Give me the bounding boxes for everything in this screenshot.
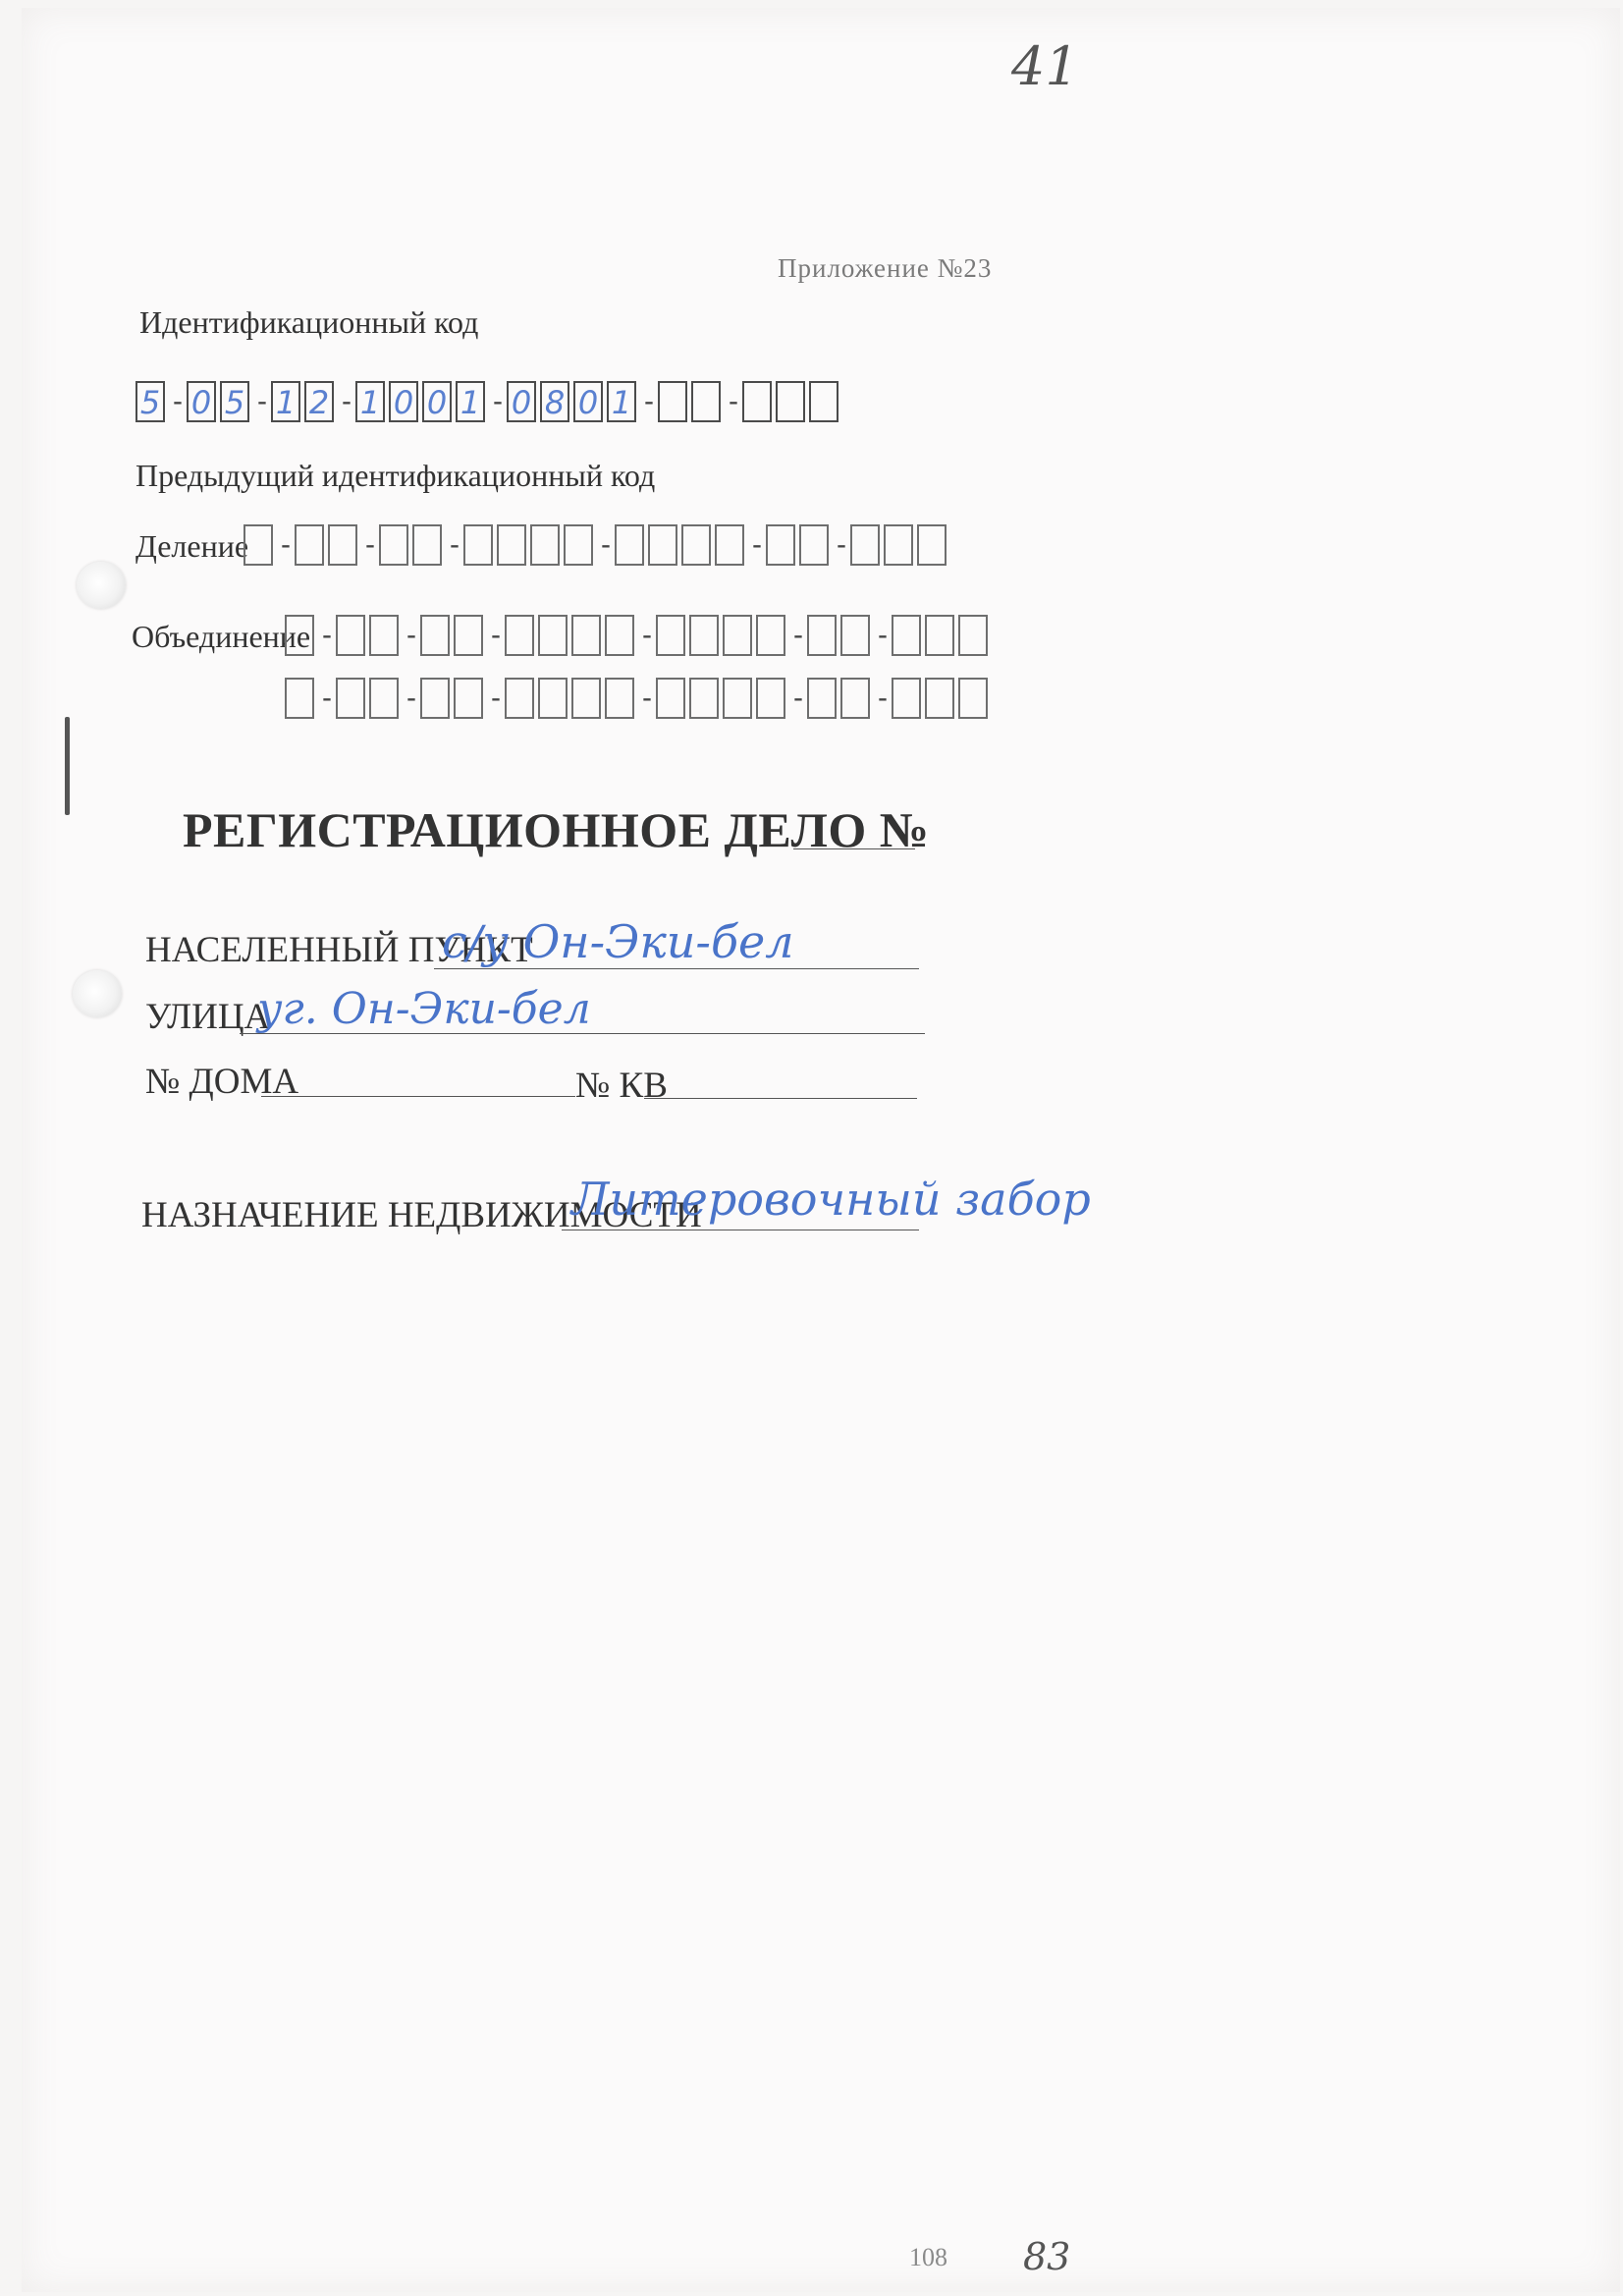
code-cell[interactable] xyxy=(454,615,483,656)
id-digit[interactable] xyxy=(776,381,805,422)
id-digit[interactable] xyxy=(809,381,839,422)
code-cell[interactable] xyxy=(689,678,719,719)
code-cell[interactable] xyxy=(295,524,324,566)
union-code-row-1 xyxy=(285,615,992,656)
code-separator: - xyxy=(342,385,352,417)
code-separator: - xyxy=(837,528,846,561)
id-digit[interactable]: 1 xyxy=(456,381,485,422)
code-cell[interactable] xyxy=(850,524,880,566)
id-digit[interactable]: 8 xyxy=(540,381,569,422)
code-cell[interactable] xyxy=(958,678,988,719)
id-digit[interactable]: 2 xyxy=(304,381,334,422)
code-separator: - xyxy=(878,682,888,714)
code-cell[interactable] xyxy=(505,678,534,719)
code-separator: - xyxy=(406,682,416,714)
settlement-line xyxy=(434,968,919,969)
document-title: РЕГИСТРАЦИОННОЕ ДЕЛО № xyxy=(183,802,930,857)
code-cell[interactable] xyxy=(505,615,534,656)
prev-id-code-label: Предыдущий идентификационный код xyxy=(135,458,656,493)
code-cell[interactable] xyxy=(723,678,752,719)
code-separator: - xyxy=(642,619,652,651)
apartment-label: № КВ xyxy=(575,1066,668,1106)
code-cell[interactable] xyxy=(807,615,837,656)
code-separator: - xyxy=(450,528,460,561)
code-cell[interactable] xyxy=(925,615,954,656)
code-separator: - xyxy=(491,682,501,714)
code-cell[interactable] xyxy=(605,615,634,656)
appendix-label: Приложение №23 xyxy=(778,253,993,283)
code-cell[interactable] xyxy=(917,524,947,566)
id-digit[interactable] xyxy=(691,381,721,422)
code-separator: - xyxy=(257,385,267,417)
code-cell[interactable] xyxy=(497,524,526,566)
code-separator: - xyxy=(281,528,291,561)
code-separator: - xyxy=(493,385,503,417)
id-code-row xyxy=(135,381,842,422)
code-cell[interactable] xyxy=(884,524,913,566)
house-label: № ДОМА xyxy=(145,1062,299,1102)
code-cell[interactable] xyxy=(379,524,408,566)
code-cell[interactable] xyxy=(799,524,829,566)
house-line xyxy=(261,1096,575,1097)
id-digit[interactable]: 0 xyxy=(507,381,536,422)
apartment-line xyxy=(644,1098,917,1099)
id-digit[interactable]: 0 xyxy=(573,381,603,422)
page-number: 108 xyxy=(909,2243,947,2271)
code-cell[interactable] xyxy=(285,678,314,719)
settlement-label: НАСЕЛЕННЫЙ ПУНКТ xyxy=(145,930,533,970)
code-cell[interactable] xyxy=(681,524,711,566)
code-cell[interactable] xyxy=(336,678,365,719)
code-cell[interactable] xyxy=(571,615,601,656)
code-cell[interactable] xyxy=(840,615,870,656)
id-digit[interactable]: 0 xyxy=(389,381,418,422)
code-cell[interactable] xyxy=(766,524,795,566)
purpose-value[interactable]: Литеровочный забор xyxy=(571,1173,1091,1226)
code-separator: - xyxy=(878,619,888,651)
sheet-number: 83 xyxy=(1023,2235,1071,2278)
case-number-line xyxy=(793,848,915,849)
code-cell[interactable] xyxy=(243,524,273,566)
code-cell[interactable] xyxy=(538,615,568,656)
id-digit[interactable]: 1 xyxy=(271,381,300,422)
union-code-row-2 xyxy=(285,678,992,719)
document-page xyxy=(22,8,1620,2292)
code-cell[interactable] xyxy=(656,678,685,719)
code-separator: - xyxy=(642,682,652,714)
division-label: Деление xyxy=(135,528,249,564)
code-cell[interactable] xyxy=(840,678,870,719)
code-cell[interactable] xyxy=(454,678,483,719)
purpose-label: НАЗНАЧЕНИЕ НЕДВИЖИМОСТИ xyxy=(141,1195,702,1235)
id-digit[interactable]: 5 xyxy=(220,381,249,422)
staple xyxy=(65,717,70,815)
code-separator: - xyxy=(644,385,654,417)
code-separator: - xyxy=(793,619,803,651)
code-cell[interactable] xyxy=(656,615,685,656)
code-cell[interactable] xyxy=(463,524,493,566)
id-digit[interactable]: 1 xyxy=(607,381,636,422)
union-label: Объединение xyxy=(132,619,311,654)
code-cell[interactable] xyxy=(892,615,921,656)
code-cell[interactable] xyxy=(689,615,719,656)
code-separator: - xyxy=(322,682,332,714)
id-digit[interactable]: 1 xyxy=(355,381,385,422)
settlement-value[interactable]: с/у Он-Эки-бел xyxy=(442,915,794,968)
code-separator: - xyxy=(793,682,803,714)
code-cell[interactable] xyxy=(336,615,365,656)
street-value[interactable]: уг. Он-Эки-бел xyxy=(257,984,591,1034)
code-cell[interactable] xyxy=(538,678,568,719)
code-cell[interactable] xyxy=(530,524,560,566)
code-cell[interactable] xyxy=(715,524,744,566)
code-cell[interactable] xyxy=(420,678,450,719)
code-separator: - xyxy=(601,528,611,561)
id-digit[interactable]: 5 xyxy=(135,381,165,422)
id-digit[interactable]: 0 xyxy=(422,381,452,422)
code-cell[interactable] xyxy=(892,678,921,719)
punch-hole-top xyxy=(77,562,126,609)
code-cell[interactable] xyxy=(564,524,593,566)
code-cell[interactable] xyxy=(648,524,677,566)
id-digit[interactable] xyxy=(658,381,687,422)
id-digit[interactable]: 0 xyxy=(187,381,216,422)
code-cell[interactable] xyxy=(420,615,450,656)
code-separator: - xyxy=(365,528,375,561)
code-cell[interactable] xyxy=(369,615,399,656)
punch-hole-bottom xyxy=(73,970,122,1017)
code-cell[interactable] xyxy=(412,524,442,566)
code-separator: - xyxy=(173,385,183,417)
code-cell[interactable] xyxy=(807,678,837,719)
code-cell[interactable] xyxy=(571,678,601,719)
corner-mark: 41 xyxy=(1011,35,1079,97)
code-cell[interactable] xyxy=(925,678,954,719)
code-cell[interactable] xyxy=(605,678,634,719)
code-separator: - xyxy=(491,619,501,651)
code-cell[interactable] xyxy=(958,615,988,656)
code-separator: - xyxy=(406,619,416,651)
code-cell[interactable] xyxy=(615,524,644,566)
street-label: УЛИЦА xyxy=(145,997,271,1037)
code-separator: - xyxy=(322,619,332,651)
code-cell[interactable] xyxy=(756,678,785,719)
code-cell[interactable] xyxy=(756,615,785,656)
code-separator: - xyxy=(729,385,738,417)
id-digit[interactable] xyxy=(742,381,772,422)
code-separator: - xyxy=(752,528,762,561)
id-code-label: Идентификационный код xyxy=(139,304,479,340)
code-cell[interactable] xyxy=(285,615,314,656)
division-code-row xyxy=(243,524,950,566)
code-cell[interactable] xyxy=(328,524,357,566)
code-cell[interactable] xyxy=(369,678,399,719)
code-cell[interactable] xyxy=(723,615,752,656)
